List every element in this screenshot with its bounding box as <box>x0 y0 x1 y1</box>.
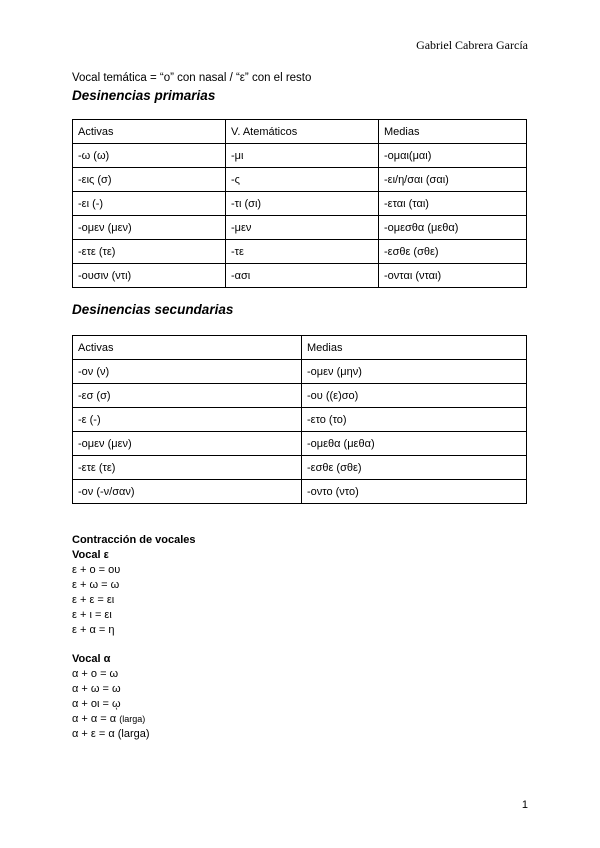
table-cell: -μι <box>226 144 379 168</box>
table-row <box>73 240 527 264</box>
rule-line: ε + ι = ει <box>72 609 112 621</box>
table-cell: -εσθε (σθε) <box>379 240 527 264</box>
page-number: 1 <box>521 799 528 811</box>
table-row <box>73 432 527 456</box>
table-row <box>73 264 527 288</box>
header-cell: Activas <box>73 336 302 360</box>
rule-line: ε + ε = ει <box>72 594 115 606</box>
table-cell: -ομεθα (μεθα) <box>302 432 527 456</box>
table-cell: -ομεν (μεν) <box>73 216 226 240</box>
table-row <box>73 144 527 168</box>
table-cell: -ετε (τε) <box>73 240 226 264</box>
table-cell: -εται (ται) <box>379 192 527 216</box>
rule-line: ε + α = η <box>72 624 115 636</box>
rule-line: ε + ο = ου <box>72 564 121 576</box>
table-cell: -εσθε (σθε) <box>302 456 527 480</box>
rule-note: (larga) <box>117 728 150 740</box>
rule-text: α + α = α <box>72 713 117 725</box>
table-cell: -ουσιν (ντι) <box>73 264 226 288</box>
table-cell: -εις (σ) <box>73 168 226 192</box>
table-row <box>73 216 527 240</box>
table-row <box>73 408 527 432</box>
rule-line: α + ω = ω <box>72 683 121 695</box>
table-cell: -ον (ν) <box>73 360 302 384</box>
table-cell: -ομεσθα (μεθα) <box>379 216 527 240</box>
header-cell: Medias <box>379 120 527 144</box>
primary-endings-heading: Desinencias primarias <box>72 88 216 103</box>
intro-text: Vocal temática = “o” con nasal / “ε” con el resto <box>72 72 312 84</box>
table-cell: -μεν <box>226 216 379 240</box>
table-row <box>73 168 527 192</box>
table-cell: -ς <box>226 168 379 192</box>
primary-endings-table <box>72 119 527 288</box>
table-cell: -ομαι(μαι) <box>379 144 527 168</box>
table-row <box>73 192 527 216</box>
table-cell: -ασι <box>226 264 379 288</box>
table-cell: -τι (σι) <box>226 192 379 216</box>
author-name: Gabriel Cabrera García <box>416 38 528 52</box>
rule-line <box>72 712 150 727</box>
header-cell: Activas <box>73 120 226 144</box>
table-cell: -ου ((ε)σο) <box>302 384 527 408</box>
vocal-alpha-heading: Vocal α <box>72 653 111 665</box>
table-cell: -ομεν (μην) <box>302 360 527 384</box>
secondary-endings-heading: Desinencias secundarias <box>72 302 234 317</box>
table-header-row <box>73 336 527 360</box>
rule-line: α + ο = ω <box>72 668 119 680</box>
contraction-heading: Contracción de vocales <box>72 534 196 546</box>
table-cell: -ει/η/σαι (σαι) <box>379 168 527 192</box>
rule-line <box>72 727 150 742</box>
table-cell: -εσ (σ) <box>73 384 302 408</box>
table-cell: -οντο (ντο) <box>302 480 527 504</box>
table-cell: -ετο (το) <box>302 408 527 432</box>
table-cell: -ον (-ν/σαν) <box>73 480 302 504</box>
table-cell: -ε (-) <box>73 408 302 432</box>
header-cell: V. Atemáticos <box>226 120 379 144</box>
table-cell: -ετε (τε) <box>73 456 302 480</box>
header-cell: Medias <box>302 336 527 360</box>
rule-text: α + ε = α <box>72 728 115 740</box>
contraction-alpha-section <box>72 652 150 742</box>
table-row <box>73 480 527 504</box>
table-row <box>73 360 527 384</box>
rule-note: (larga) <box>119 714 146 724</box>
table-cell: -τε <box>226 240 379 264</box>
table-cell: -ομεν (μεν) <box>73 432 302 456</box>
table-row <box>73 384 527 408</box>
table-cell: -ει (-) <box>73 192 226 216</box>
table-header-row <box>73 120 527 144</box>
rule-line: ε + ω = ω <box>72 579 120 591</box>
secondary-endings-table <box>72 335 527 504</box>
table-row <box>73 456 527 480</box>
rule-line: α + οι = ῳ <box>72 698 121 710</box>
contraction-epsilon-section <box>72 533 196 638</box>
table-cell: -ω (ω) <box>73 144 226 168</box>
vocal-epsilon-heading: Vocal ε <box>72 549 109 561</box>
table-cell: -ονται (νται) <box>379 264 527 288</box>
